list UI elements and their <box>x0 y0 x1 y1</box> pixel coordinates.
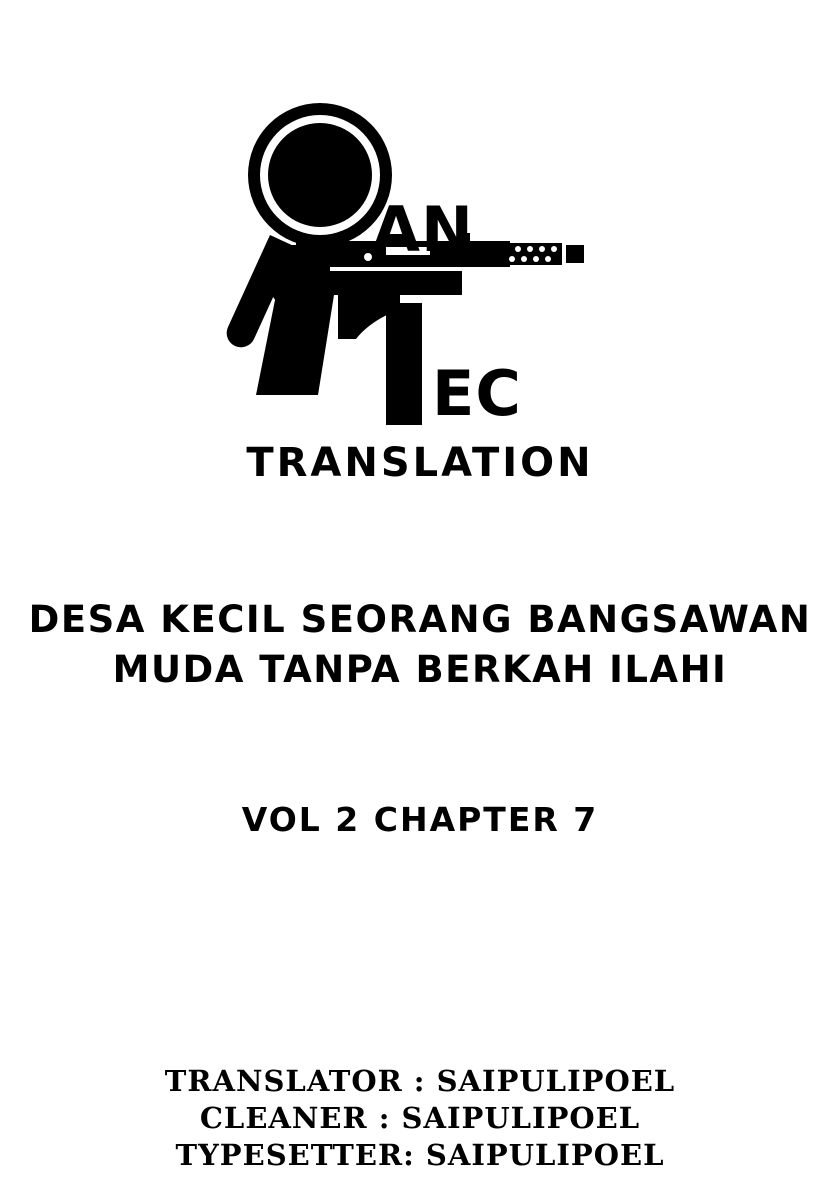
series-title-line-2: MUDA TANPA BERKAH ILAHI <box>112 647 728 691</box>
logo-block <box>0 95 840 495</box>
series-title-line-1: DESA KECIL SEORANG BANGSAWAN <box>28 598 812 641</box>
logo-word-bottom: EC <box>432 357 522 430</box>
credit-cleaner: CLEANER : SAIPULIPOEL <box>199 1100 641 1135</box>
logo-subtitle: TRANSLATION <box>246 440 594 486</box>
logo-artwork <box>210 95 630 455</box>
credit-translator: TRANSLATOR : SAIPULIPOEL <box>164 1063 676 1098</box>
chapter-label: VOL 2 CHAPTER 7 <box>241 800 599 839</box>
series-title <box>0 595 840 695</box>
logo-word-top: AN <box>372 193 474 266</box>
credit-typesetter: TYPESETTER: SAIPULIPOEL <box>175 1137 665 1172</box>
chapter-label-block <box>0 800 840 839</box>
credits-block <box>0 1063 840 1174</box>
